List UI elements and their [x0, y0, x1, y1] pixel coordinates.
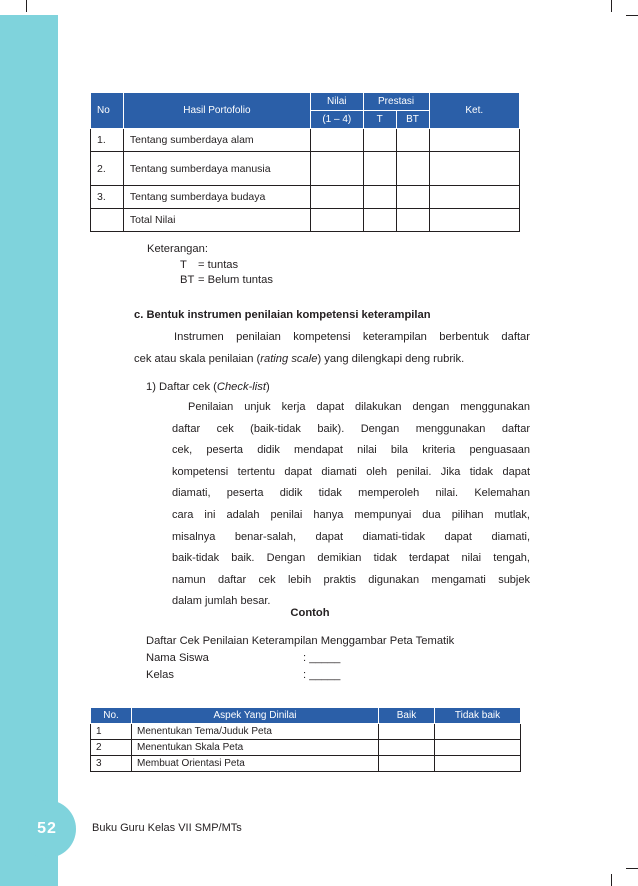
- legend-t-label: T: [180, 259, 187, 271]
- col-no: No: [91, 93, 124, 129]
- col-hasil: Hasil Portofolio: [123, 93, 310, 129]
- checklist-heading: 1) Daftar cek (Check-list): [146, 381, 270, 393]
- page-side-band: [0, 15, 58, 886]
- table-row: 2. Tentang sumberdaya manusia: [91, 152, 520, 186]
- crop-mark: [626, 868, 638, 869]
- col-aspek: Aspek Yang Dinilai: [132, 708, 379, 724]
- table-row: 1 Menentukan Tema/Juduk Peta: [91, 724, 521, 740]
- book-title: Buku Guru Kelas VII SMP/MTs: [92, 822, 242, 834]
- legend-t-text: = tuntas: [198, 259, 239, 271]
- nama-label: Nama Siswa: [146, 652, 209, 664]
- col-nilai: Nilai: [310, 93, 363, 111]
- crop-mark: [26, 0, 27, 12]
- col-tidak-baik: Tidak baik: [435, 708, 521, 724]
- nama-value: : _____: [303, 652, 341, 664]
- page-number: 52: [18, 800, 76, 858]
- table-row-total: Total Nilai: [91, 209, 520, 232]
- checklist-paragraph: Penilaian unjuk kerja dapat dilakukan dengan menggunakan daftar cek (baik-tidak baik). Dengan menggunakan daftar cek, peserta didik mendapat nilai bila kriteria penguasaan kompetensi tertentu dapat diamati oleh penilai. Jika tidak dapat diamati, peserta didik tidak memperoleh nilai. Kelemahan cara ini adalah penilai hanya mempunyai dua pilihan mutlak, misalnya benar-salah, dapat diamati-tidak dapat diamati, baik-tidak baik. Dengan demikian tidak terdapat nilai tengah, namun daftar cek lebih praktis digunakan mengamati subjek dalam jumlah besar.: [172, 401, 530, 608]
- col-no: No.: [91, 708, 132, 724]
- col-prestasi: Prestasi: [363, 93, 429, 111]
- section-c-line1: Instrumen penilaian kompetensi keterampilan berbentuk daftar: [174, 331, 530, 343]
- table-row: 2 Menentukan Skala Peta: [91, 740, 521, 756]
- table-row: 3 Membuat Orientasi Peta: [91, 756, 521, 772]
- table-row: 3. Tentang sumberdaya budaya: [91, 186, 520, 209]
- checklist-table: [90, 707, 521, 772]
- table-row: 1. Tentang sumberdaya alam: [91, 129, 520, 152]
- contoh-title: Contoh: [290, 607, 330, 619]
- crop-mark: [611, 874, 612, 886]
- section-c-line2: cek atau skala penilaian (rating scale) yang dilengkapi deng rubrik.: [134, 353, 465, 365]
- portfolio-table: [90, 92, 520, 232]
- legend-title: Keterangan:: [147, 243, 208, 255]
- col-t: T: [363, 111, 396, 129]
- col-baik: Baik: [379, 708, 435, 724]
- col-bt: BT: [396, 111, 429, 129]
- kelas-value: : _____: [303, 669, 341, 681]
- kelas-label: Kelas: [146, 669, 174, 681]
- crop-mark: [626, 15, 638, 16]
- col-range: (1 – 4): [310, 111, 363, 129]
- legend-bt-label: BT: [180, 274, 195, 286]
- col-ket: Ket.: [429, 93, 520, 129]
- contoh-subtitle: Daftar Cek Penilaian Keterampilan Menggambar Peta Tematik: [146, 635, 455, 647]
- crop-mark: [611, 0, 612, 12]
- section-c-heading: c. Bentuk instrumen penilaian kompetensi keterampilan: [134, 309, 431, 321]
- legend-bt-text: = Belum tuntas: [198, 274, 273, 286]
